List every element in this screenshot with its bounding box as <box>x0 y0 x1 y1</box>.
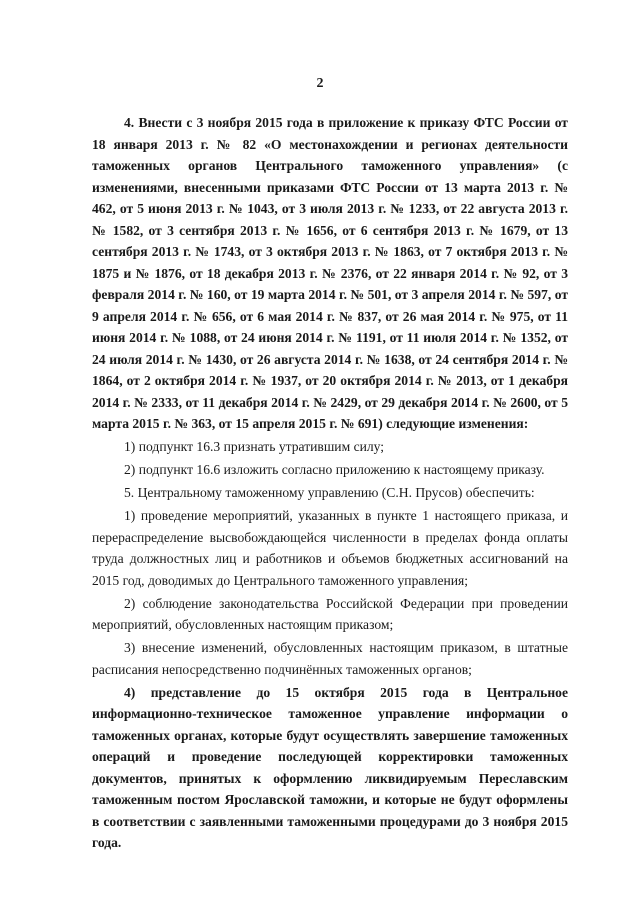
subitem-5-3: 3) внесение изменений, обусловленных настоящим приказом, в штатные расписания непосредственно подчинённых таможенных органов; <box>92 640 568 677</box>
paragraph-item-4: 4. Внести с 3 ноября 2015 года в приложение к приказу ФТС России от 18 января 2013 г. № 82 «О местонахождении и регионах деятельности таможенных органов Центрального таможенного управления» (с изменениями, внесенными приказами ФТС России от 13 марта 2013 г. № 462, от 5 июня 2013 г. № 1043, от 3 июля 2013 г. № 1233, от 22 августа 2013 г. № 1582, от 3 сентября 2013 г. № 1656, от 6 сентября 2013 г. № 1679, от 13 сентября 2013 г. № 1743, от 3 октября 2013 г. № 1863, от 7 октября 2013 г. № 1875 и № 1876, от 18 декабря 2013 г. № 2376, от 22 января 2014 г. № 92, от 3 февраля 2014 г. № 160, от 19 марта 2014 г. № 501, от 3 апреля 2014 г. № 597, от 9 апреля 2014 г. № 656, от 6 мая 2014 г. № 837, от 26 мая 2014 г. № 975, от 11 июня 2014 г. № 1088, от 24 июня 2014 г. № 1191, от 11 июля 2014 г. № 1352, от 24 июля 2014 г. № 1430, от 26 августа 2014 г. № 1638, от 24 сентября 2014 г. № 1864, от 2 октября 2014 г. № 1937, от 20 октября 2014 г. № 2013, от 1 декабря 2014 г. № 2333, от 11 декабря 2014 г. № 2429, от 29 декабря 2014 г. № 2600, от 5 марта 2015 г. № 363, от 15 апреля 2015 г. № 691) следующие изменения: <box>92 115 568 431</box>
document-body <box>92 112 568 855</box>
subitem-5-2: 2) соблюдение законодательства Российской Федерации при проведении мероприятий, обусловленных настоящим приказом; <box>92 595 568 632</box>
page-number: 2 <box>316 76 324 91</box>
subitem-4-1: 1) подпункт 16.3 признать утратившим силу; <box>124 439 385 454</box>
paragraph-item-5: 5. Центральному таможенному управлению (С.Н. Прусов) обеспечить: <box>124 485 535 500</box>
subitem-5-1: 1) проведение мероприятий, указанных в пункте 1 настоящего приказа, и перераспределение высвобождающейся численности в пределах фонда оплаты труда должностных лиц и работников и объемов бюджетных ассигнований на 2015 год, доводимых до Центрального таможенного управления; <box>92 508 568 588</box>
subitem-5-4: 4) представление до 15 октября 2015 года в Центральное информационно-техническое таможенное управление информации о таможенных органах, которые будут осуществлять завершение таможенных операций и проведение последующей корректировки таможенных документов, принятых к оформлению ликвидируемым Переславским таможенным постом Ярославской таможни, и которые не будут оформлены в соответствии с заявленными таможенными процедурами до 3 ноября 2015 года. <box>92 684 568 850</box>
subitem-4-2: 2) подпункт 16.6 изложить согласно приложению к настоящему приказу. <box>124 462 545 477</box>
